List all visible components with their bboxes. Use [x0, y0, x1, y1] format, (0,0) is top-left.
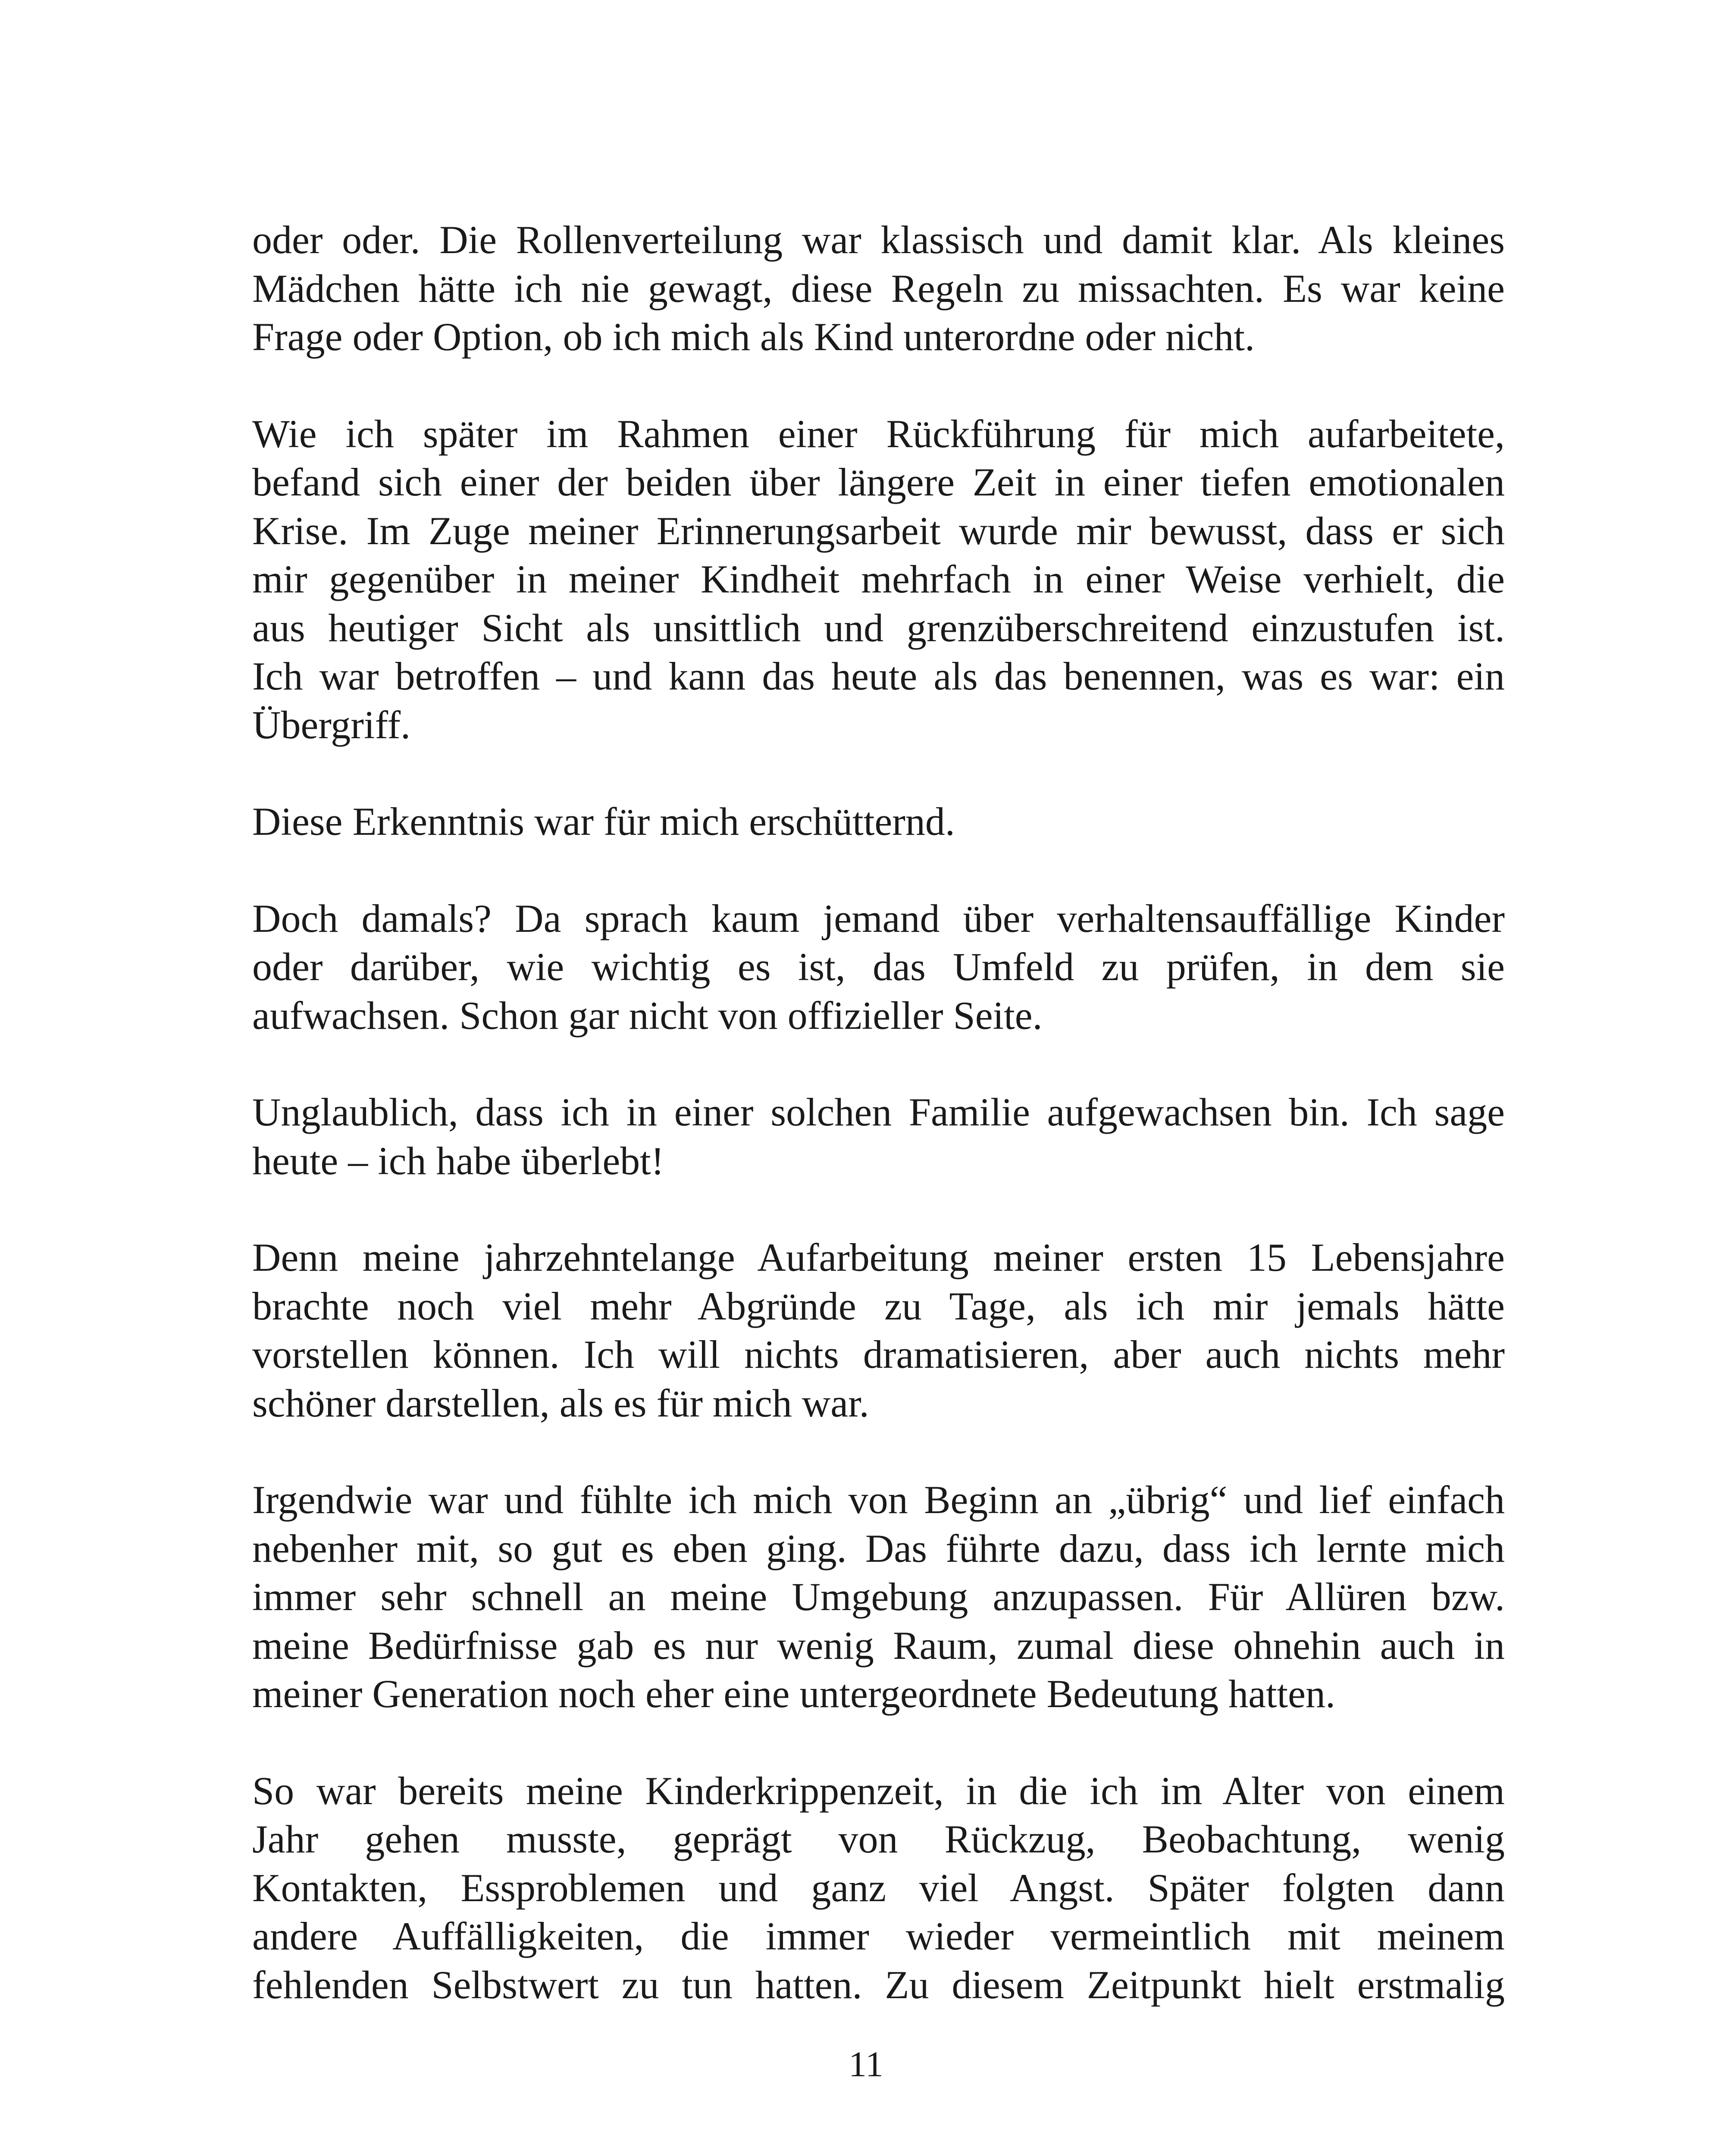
paragraph	[252, 797, 1505, 846]
text-line: nebenher mit, so gut es eben ging. Das führte dazu, dass ich lernte mich	[252, 1526, 1505, 1570]
text-line: andere Auffälligkeiten, die immer wieder vermeintlich mit meinem	[252, 1914, 1505, 1958]
page-number: 11	[849, 2044, 883, 2084]
text-line: mir gegenüber in meiner Kindheit mehrfach in einer Weise verhielt, die	[252, 557, 1505, 601]
body-text	[252, 216, 1505, 2009]
paragraph	[252, 894, 1505, 1040]
paragraph	[252, 410, 1505, 749]
text-line: aus heutiger Sicht als unsittlich und grenzüberschreitend einzustufen ist.	[252, 605, 1505, 650]
text-line: Denn meine jahrzehntelange Aufarbeitung meiner ersten 15 Lebensjahre	[252, 1235, 1505, 1279]
text-line: oder oder. Die Rollenverteilung war klassisch und damit klar. Als kleines	[252, 218, 1505, 262]
text-line: Ich war betroffen – und kann das heute als das benennen, was es war: ein	[252, 654, 1505, 698]
text-line: Diese Erkenntnis war für mich erschütternd.	[252, 799, 955, 843]
text-line: Unglaublich, dass ich in einer solchen Familie aufgewachsen bin. Ich sage	[252, 1090, 1505, 1134]
text-line: Krise. Im Zuge meiner Erinnerungsarbeit wurde mir bewusst, dass er sich	[252, 508, 1505, 553]
text-line: Irgendwie war und fühlte ich mich von Beginn an „übrig“ und lief einfach	[252, 1478, 1505, 1522]
text-line: brachte noch viel mehr Abgründe zu Tage, als ich mir jemals hätte	[252, 1284, 1505, 1328]
text-line: schöner darstellen, als es für mich war.	[252, 1381, 869, 1425]
text-line: Mädchen hätte ich nie gewagt, diese Regeln zu missachten. Es war keine	[252, 266, 1505, 310]
paragraph	[252, 1233, 1505, 1427]
text-line: meine Bedürfnisse gab es nur wenig Raum, zumal diese ohnehin auch in	[252, 1623, 1505, 1667]
text-line: Übergriff.	[252, 702, 411, 747]
text-line: Kontakten, Essproblemen und ganz viel Angst. Später folgten dann	[252, 1865, 1505, 1910]
text-line: Wie ich später im Rahmen einer Rückführung für mich aufarbeitete,	[252, 411, 1505, 456]
text-line: meiner Generation noch eher eine untergeordnete Bedeutung hatten.	[252, 1672, 1335, 1716]
text-line: fehlenden Selbstwert zu tun hatten. Zu diesem Zeitpunkt hielt erstmalig	[252, 1962, 1505, 2007]
paragraph	[252, 216, 1505, 361]
text-line: oder darüber, wie wichtig es ist, das Umfeld zu prüfen, in dem sie	[252, 945, 1505, 989]
text-line: So war bereits meine Kinderkrippenzeit, in die ich im Alter von einem	[252, 1768, 1505, 1813]
text-line: Doch damals? Da sprach kaum jemand über verhaltensauffällige Kinder	[252, 896, 1505, 940]
paragraph	[252, 1476, 1505, 1718]
text-line: heute – ich habe überlebt!	[252, 1138, 664, 1183]
text-line: vorstellen können. Ich will nichts dramatisieren, aber auch nichts mehr	[252, 1332, 1505, 1376]
text-line: Frage oder Option, ob ich mich als Kind unterordne oder nicht.	[252, 315, 1255, 359]
text-line: befand sich einer der beiden über längere Zeit in einer tiefen emotionalen	[252, 460, 1505, 504]
paragraph	[252, 1088, 1505, 1185]
text-line: Jahr gehen musste, geprägt von Rückzug, Beobachtung, wenig	[252, 1817, 1505, 1861]
text-line: aufwachsen. Schon gar nicht von offizieller Seite.	[252, 993, 1043, 1037]
paragraph	[252, 1767, 1505, 2009]
text-line: immer sehr schnell an meine Umgebung anzupassen. Für Allüren bzw.	[252, 1575, 1505, 1619]
